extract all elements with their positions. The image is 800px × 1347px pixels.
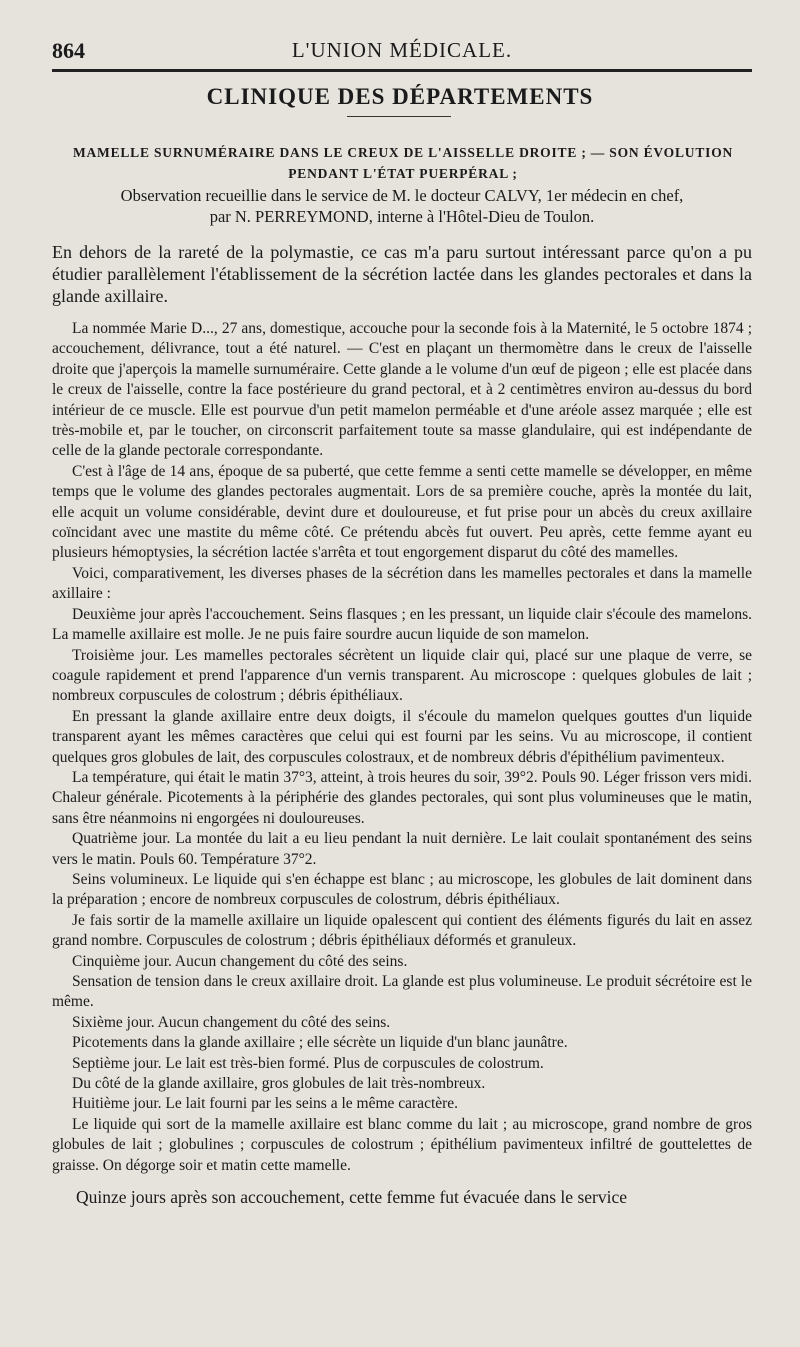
running-head — [52, 38, 752, 68]
paragraph-day-4-breasts: Seins volumineux. Le liquide qui s'en échappe est blanc ; au microscope, les globules de lait dominent dans la préparation ; encore de nombreux corpuscules de colostrum, débris épithéliaux. — [52, 870, 752, 909]
paragraph-day-6-axillary: Picotements dans la glande axillaire ; elle sécrète un liquide d'un blanc jaunâtre. — [72, 1034, 568, 1052]
page-number: 864 — [52, 38, 85, 63]
section-title: CLINIQUE DES DÉPARTEMENTS — [206, 84, 594, 109]
paragraph-day-8-axillary: Le liquide qui sort de la mamelle axillaire est blanc comme du lait ; au microscope, grand nombre de gros globules de lait ; globulines ; corpuscules de colostrum ; épithélium pavimenteux infiltré de gouttelettes de graisse. On dégorge soir et matin cette mamelle. — [52, 1115, 752, 1174]
paragraph-day-4-axillary: Je fais sortir de la mamelle axillaire un liquide opalescent qui contient des éléments figurés du lait en assez grand nombre. Corpuscules de colostrum ; débris épithéliaux déformés et granuleux. — [52, 911, 752, 950]
byline-line-1: Observation recueillie dans le service de M. le docteur CALVY, 1er médecin en chef, — [120, 186, 684, 205]
section-rule — [347, 116, 451, 117]
paragraph-puberty: C'est à l'âge de 14 ans, époque de sa puberté, que cette femme a senti cette mamelle se développer, en même temps que le volume des glandes pectorales augmentait. Lors de sa première couche, après la montée du lait, elle acquit un volume considérable, devint dure et douloureuse, et fut prise pour un abcès du creux axillaire coïncidant avec une mastite du même côté. Ce prétendu abcès fut ouvert. Peu après, cette femme ayant eu plusieurs hémoptysies, la sécrétion lactée s'arrêta et tout engorgement disparut du côté des mamelles. — [52, 462, 752, 562]
byline-line-2: par N. PERREYMOND, interne à l'Hôtel-Dieu de Toulon. — [209, 207, 595, 226]
paragraph-case-history: La nommée Marie D..., 27 ans, domestique, accouche pour la seconde fois à la Maternité, le 5 octobre 1874 ; accouchement, délivrance, tout a été naturel. — C'est en plaçant un thermomètre dans le creux de l'aisselle droite que j'aperçois la mamelle surnuméraire. Cette glande a le volume d'un œuf de pigeon ; elle est placée dans le creux de l'aisselle, contre la face postérieure du grand pectoral, et à 2 centimètres environ au-dessus du bord intérieur de ce muscle. Elle est pourvue d'un petit mamelon perméable et d'une aréole assez marquée ; elle est très-mobile et, par le toucher, on circonscrit parfaitement toute sa masse glandulaire, qui est indépendante de celle de la glande pectorale correspondante. — [52, 320, 752, 460]
lead-paragraph: En dehors de la rareté de la polymastie, ce cas m'a paru surtout intéressant parce qu'on a pu étudier parallèlement l'établissement de la sécrétion lactée dans les glandes pectorales et dans la glande axillaire. — [52, 242, 752, 306]
paragraph-comparison-intro: Voici, comparativement, les diverses phases de la sécrétion dans les mamelles pectorales et dans la mamelle axillaire : — [52, 564, 752, 603]
article-title-line-1: MAMELLE SURNUMÉRAIRE DANS LE CREUX DE L'AISSELLE DROITE ; — SON ÉVOLUTION — [72, 145, 734, 160]
paragraph-day-7: Septième jour. Le lait est très-bien formé. Plus de corpuscules de colostrum. — [72, 1054, 544, 1072]
paragraph-day-3: Troisième jour. Les mamelles pectorales sécrètent un liquide clair qui, placé sur une plaque de verre, se coagule rapidement et prend l'apparence d'un vernis transparent. Au microscope : quelques globules de lait ; nombreux corpuscules de colostrum ; débris épithéliaux. — [52, 646, 752, 705]
paragraph-day-5: Cinquième jour. Aucun changement du côté des seins. — [72, 952, 408, 970]
paragraph-day-3-temperature: La température, qui était le matin 37°3, atteint, à trois heures du soir, 39°2. Pouls 90. Léger frisson vers midi. Chaleur générale. Picotements à la périphérie des glandes pectorales, qui sont plus volumineuses que le matin, sans être néanmoins ni engorgées ni douloureuses. — [52, 768, 752, 827]
article-body — [52, 241, 752, 1208]
journal-title: L'UNION MÉDICALE. — [291, 38, 513, 62]
paragraph-day-2: Deuxième jour après l'accouchement. Seins flasques ; en les pressant, un liquide clair s'écoule des mamelons. La mamelle axillaire est molle. Je ne puis faire sourdre aucun liquide de son mamelon. — [52, 605, 752, 644]
paragraph-day-8: Huitième jour. Le lait fourni par les seins a le même caractère. — [72, 1095, 459, 1113]
closing-paragraph: Quinze jours après son accouchement, cette femme fut évacuée dans le service — [76, 1187, 627, 1208]
paragraph-day-6: Sixième jour. Aucun changement du côté des seins. — [72, 1013, 391, 1031]
paragraph-day-5-axillary: Sensation de tension dans le creux axillaire droit. La glande est plus volumineuse. Le produit sécrétoire est le même. — [52, 973, 752, 1011]
byline — [52, 185, 752, 227]
header-rule — [52, 69, 752, 72]
paragraph-day-4: Quatrième jour. La montée du lait a eu lieu pendant la nuit dernière. Le lait coulait spontanément des seins vers le matin. Pouls 60. Température 37°2. — [52, 830, 752, 868]
article-title — [46, 142, 760, 184]
paragraph-day-7-axillary: Du côté de la glande axillaire, gros globules de lait très-nombreux. — [72, 1075, 486, 1093]
article-title-line-2: PENDANT L'ÉTAT PUERPÉRAL ; — [288, 166, 518, 181]
paragraph-day-3-axillary: En pressant la glande axillaire entre deux doigts, il s'écoule du mamelon quelques gouttes d'un liquide transparent ayant les mêmes caractères que celui qui est fourni par les seins. Vu au microscope, il contient quelques gros globules de lait, des corpuscules colostraux, et de nombreux débris d'épithélium pavimenteux. — [52, 707, 752, 766]
